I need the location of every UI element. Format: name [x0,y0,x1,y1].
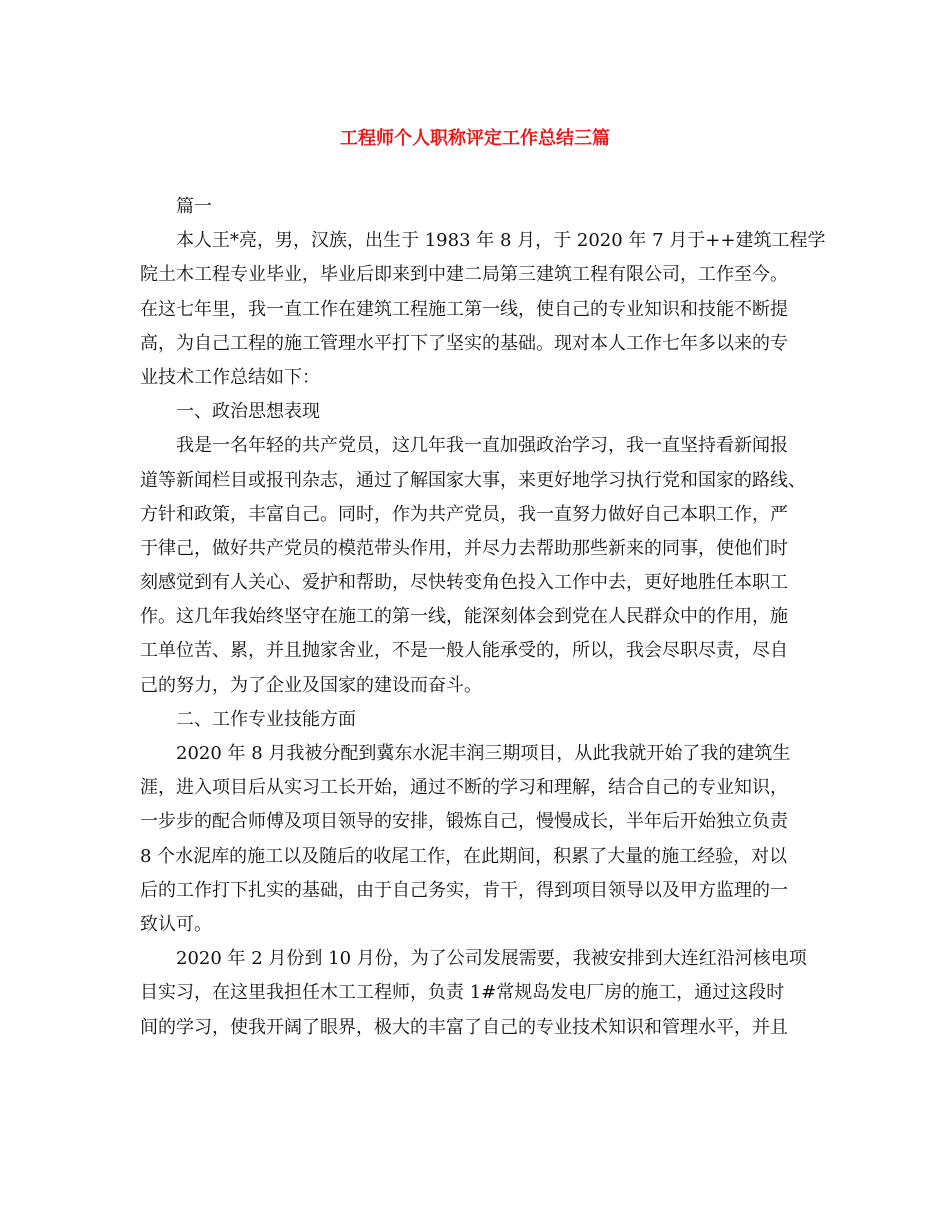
text-line: 后的工作打下扎实的基础，由于自己务实，肯干，得到项目领导以及甲方监理的一 [140,879,788,901]
document-body [140,190,826,1045]
text-line: 一步步的配合师傅及项目领导的安排，锻炼自己，慢慢成长，半年后开始独立负责 [140,811,788,833]
text-line: 院土木工程专业毕业，毕业后即来到中建二局第三建筑工程有限公司，工作至今。 [140,264,788,286]
text-line: 己的努力，为了企业及国家的建设而奋斗。 [140,674,482,696]
text-line: 业技术工作总结如下： [140,366,320,388]
text-line: 于律己，做好共产党员的模范带头作用，并尽力去帮助那些新来的同事，使他们时 [140,537,788,559]
text-line: 我是一名年轻的共产党员，这几年我一直加强政治学习，我一直坚持看新闻报 [176,435,788,457]
text-line: 工单位苦、累，并且抛家舍业，不是一般人能承受的，所以，我会尽职尽责，尽自 [140,640,788,662]
text-line: 二、工作专业技能方面 [176,708,356,730]
text-line: 涯，进入项目后从实习工长开始，通过不断的学习和理解，结合自己的专业知识， [140,777,788,799]
text-line: 在这七年里，我一直工作在建筑工程施工第一线，使自己的专业知识和技能不断提 [140,298,788,320]
text-line: 作。这几年我始终坚守在施工的第一线，能深刻体会到党在人民群众中的作用，施 [140,606,788,628]
text-line: 方针和政策，丰富自己。同时，作为共产党员，我一直努力做好自己本职工作，严 [140,503,788,525]
text-line: 致认可。 [140,913,212,935]
document-title: 工程师个人职称评定工作总结三篇 [340,128,610,149]
text-line: 一、政治思想表现 [176,401,320,423]
text-line: 高，为自己工程的施工管理水平打下了坚实的基础。现对本人工作七年多以来的专 [140,332,788,354]
text-line: 8 个水泥库的施工以及随后的收尾工作，在此期间，积累了大量的施工经验，对以 [140,845,788,867]
text-line: 本人王*亮，男，汉族，出生于 1983 年 8 月，于 2020 年 7 月于++建筑工程学 [176,230,826,252]
text-line: 2020 年 8 月我被分配到冀东水泥丰润三期项目，从此我就开始了我的建筑生 [176,743,791,764]
text-line: 目实习，在这里我担任木工工程师，负责 1#常规岛发电厂房的施工，通过这段时 [140,982,785,1004]
text-line: 2020 年 2 月份到 10 月份，为了公司发展需要，我被安排到大连红沿河核电项 [176,948,807,970]
text-line: 道等新闻栏目或报刊杂志，通过了解国家大事，来更好地学习执行党和国家的路线、 [140,469,806,491]
text-line: 间的学习，使我开阔了眼界，极大的丰富了自己的专业技术知识和管理水平，并且 [140,1016,788,1038]
text-line: 篇一 [176,196,212,217]
text-line: 刻感觉到有人关心、爱护和帮助，尽快转变角色投入工作中去，更好地胜任本职工 [140,572,788,594]
